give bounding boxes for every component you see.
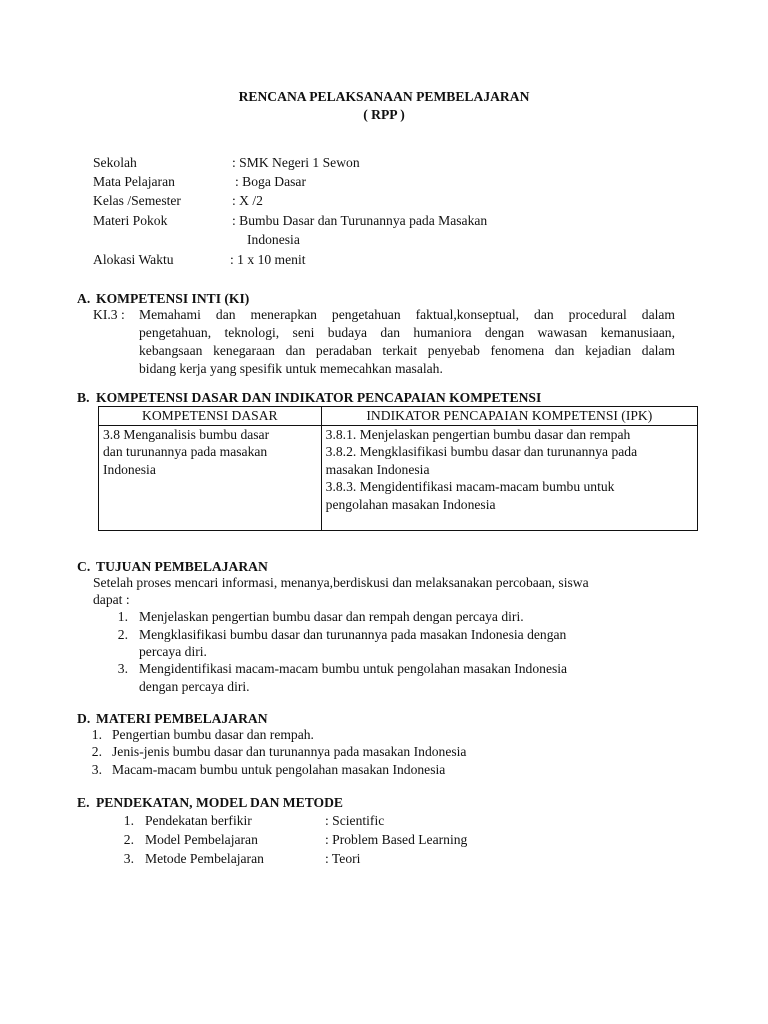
info-value-topic-cont: Indonesia	[247, 232, 300, 247]
material-item: Macam-macam bumbu untuk pengolahan masakan Indonesia	[112, 762, 446, 777]
material-num: 3.	[91, 762, 102, 777]
ipk-line: masakan Indonesia	[325, 461, 430, 477]
ipk-line: 3.8.2. Mengklasifikasi bumbu dasar dan turunannya pada	[325, 444, 638, 459]
info-label-school: Sekolah	[93, 155, 137, 170]
section-e-letter: E.	[77, 795, 90, 810]
method-num: 1.	[123, 813, 134, 828]
method-num: 2.	[123, 832, 134, 847]
objective-num: 1.	[117, 609, 128, 624]
ki-line: pengetahuan, teknologi, seni budaya dan humaniora dengan wawasan kemanusiaan,	[139, 325, 675, 340]
document-title	[0, 88, 768, 124]
title-line-1: RENCANA PELAKSANAAN PEMBELAJARAN	[238, 89, 530, 104]
objective-num: 2.	[117, 627, 128, 642]
info-value-subject: : Boga Dasar	[235, 174, 306, 189]
objective-intro: Setelah proses mencari informasi, menanya,berdiskusi dan melaksanakan percobaan, siswa	[93, 575, 589, 590]
title-line-2: ( RPP )	[363, 107, 405, 122]
ki-line: Memahami dan menerapkan pengetahuan faktual,konseptual, dan procedural dalam	[139, 307, 675, 322]
ki-line: kebangsaan kenegaraan dan peradaban terkait penyebab fenomena dan kejadian dalam	[139, 343, 675, 358]
method-label: Model Pembelajaran	[145, 832, 258, 847]
objective-item: Mengklasifikasi bumbu dasar dan turunannya pada masakan Indonesia dengan	[139, 627, 567, 642]
section-b-letter: B.	[77, 390, 90, 405]
section-c-title: TUJUAN PEMBELAJARAN	[96, 559, 268, 574]
section-e-title: PENDEKATAN, MODEL DAN METODE	[96, 795, 343, 810]
section-d-title: MATERI PEMBELAJARAN	[96, 711, 268, 726]
kd-cell	[99, 425, 322, 530]
section-a-letter: A.	[77, 291, 91, 306]
table-row	[99, 425, 698, 530]
objective-intro-cont: dapat :	[93, 592, 130, 607]
material-item: Pengertian bumbu dasar dan rempah.	[112, 727, 314, 742]
table-header-ipk: INDIKATOR PENCAPAIAN KOMPETENSI (IPK)	[321, 407, 697, 426]
kd-line: 3.8 Menganalisis bumbu dasar	[103, 426, 270, 442]
ipk-cell	[321, 425, 697, 530]
section-e-heading	[77, 794, 343, 812]
info-value-time: : 1 x 10 menit	[230, 252, 306, 267]
ipk-line: 3.8.3. Mengidentifikasi macam-macam bumbu untuk	[325, 479, 615, 494]
section-c-letter: C.	[77, 559, 91, 574]
section-b-heading	[77, 389, 541, 407]
info-value-school: : SMK Negeri 1 Sewon	[232, 155, 360, 170]
info-value-topic: : Bumbu Dasar dan Turunannya pada Masakan	[232, 213, 488, 228]
table-header-kd: KOMPETENSI DASAR	[99, 407, 322, 426]
info-label-subject: Mata Pelajaran	[93, 174, 175, 189]
section-b-title: KOMPETENSI DASAR DAN INDIKATOR PENCAPAIAN KOMPETENSI	[96, 390, 542, 405]
method-num: 3.	[123, 851, 134, 866]
ki-text	[139, 306, 675, 378]
method-value: : Problem Based Learning	[325, 832, 468, 847]
info-label-time: Alokasi Waktu	[93, 252, 174, 267]
table-header-row	[99, 407, 698, 426]
ipk-line: 3.8.1. Menjelaskan pengertian bumbu dasar dan rempah	[325, 426, 631, 442]
objective-item: Menjelaskan pengertian bumbu dasar dan rempah dengan percaya diri.	[139, 609, 524, 624]
objective-item-cont: percaya diri.	[139, 644, 207, 659]
method-value: : Scientific	[325, 813, 385, 828]
competency-table	[98, 406, 698, 531]
section-a-title: KOMPETENSI INTI (KI)	[96, 291, 250, 306]
info-label-class: Kelas /Semester	[93, 193, 181, 208]
ki-label: KI.3 :	[93, 307, 125, 322]
info-label-topic: Materi Pokok	[93, 213, 168, 228]
info-value-class: : X /2	[232, 193, 263, 208]
section-d-letter: D.	[77, 711, 91, 726]
kd-line: Indonesia	[103, 461, 156, 477]
objective-item-cont: dengan percaya diri.	[139, 679, 250, 694]
kd-line: dan turunannya pada masakan	[103, 444, 268, 459]
ki-line: bidang kerja yang spesifik untuk memecahkan masalah.	[139, 361, 443, 376]
ipk-line: pengolahan masakan Indonesia	[325, 496, 496, 512]
material-num: 1.	[91, 727, 102, 742]
method-value: : Teori	[325, 851, 361, 866]
objective-num: 3.	[117, 661, 128, 676]
material-num: 2.	[91, 744, 102, 759]
method-label: Pendekatan berfikir	[145, 813, 252, 828]
material-item: Jenis-jenis bumbu dasar dan turunannya pada masakan Indonesia	[112, 744, 467, 759]
method-label: Metode Pembelajaran	[145, 851, 264, 866]
objective-item: Mengidentifikasi macam-macam bumbu untuk pengolahan masakan Indonesia	[139, 661, 568, 676]
